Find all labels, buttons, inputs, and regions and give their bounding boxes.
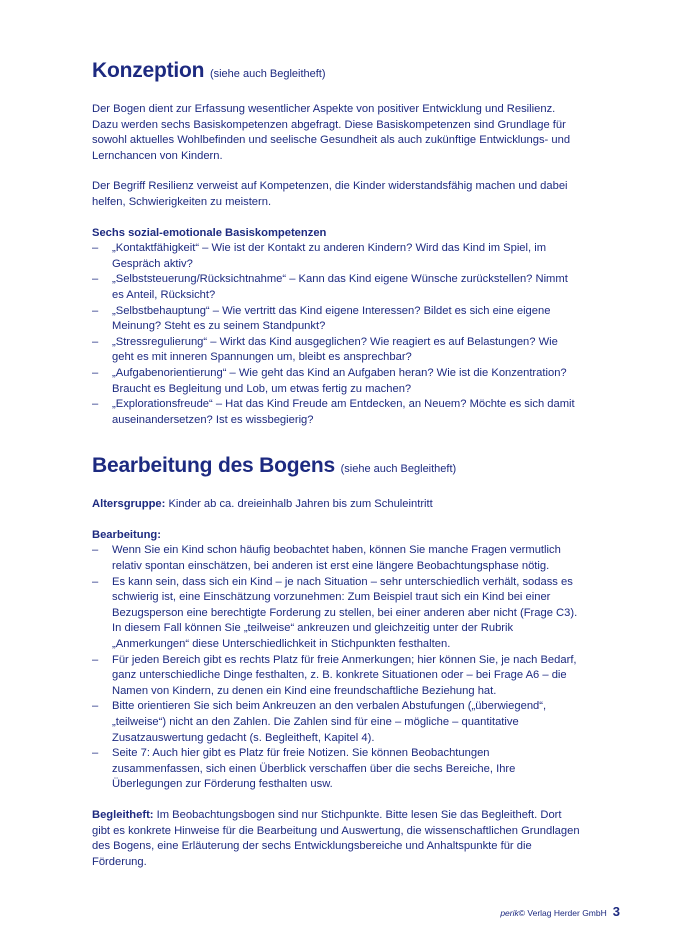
age-group-label: Altersgruppe: bbox=[92, 498, 166, 511]
begleitheft-paragraph bbox=[92, 808, 582, 870]
footer-publisher: © Verlag Herder GmbH bbox=[518, 908, 607, 918]
heading-text: Bearbeitung des Bogens bbox=[92, 454, 335, 478]
list-item: – „Aufgabenorientierung“ – Wie geht das Kind an Aufgaben heran? Wie ist die Konzentration? Braucht es Begleitung und Lob, um etwas fertig zu machen? bbox=[92, 366, 582, 397]
footer-copyright bbox=[500, 908, 606, 918]
begleitheft-label: Begleitheft: bbox=[92, 808, 154, 821]
konzeption-paragraph-2: Der Begriff Resilienz verweist auf Kompetenzen, die Kinder widerstandsfähig machen und dabei helfen, Schwierigkeiten zu meistern. bbox=[92, 180, 568, 208]
page-footer bbox=[500, 904, 620, 919]
list-item: – Es kann sein, dass sich ein Kind – je nach Situation – sehr unterschiedlich verhält, sodass es schwierig ist, eine Einschätzung vorzunehmen: Zum Beispiel traut sich ein Kind bei einer Bezugsperson eine berechtigte Forderung zu stellen, bei einer anderen aber nicht (Frage C3). In diesem Fall können Sie „teilweise“ ankreuzen und gleichzeitig unter der Rubrik „Anmerkungen“ diese Unterschiedlichkeit in Stichpunkten festhalten. bbox=[92, 575, 582, 653]
list-item: – „Stressregulierung“ – Wirkt das Kind ausgeglichen? Wie reagiert es auf Belastungen? Wie geht es mit inneren Spannungen um, bleibt es ansprechbar? bbox=[92, 335, 582, 366]
list-heading: Sechs sozial-emotionale Basiskompetenzen bbox=[92, 226, 327, 239]
page-number: 3 bbox=[612, 904, 620, 919]
bearbeitung-list bbox=[92, 543, 582, 793]
list-item: – „Selbststeuerung/Rücksichtnahme“ – Kann das Kind eigene Wünsche zurückstellen? Nimmt es Anteil, Rücksicht? bbox=[92, 272, 582, 303]
section-heading-bearbeitung bbox=[92, 452, 582, 483]
heading-hint: (siehe auch Begleitheft) bbox=[209, 68, 326, 80]
list-item: – „Selbstbehauptung“ – Wie vertritt das Kind eigene Interessen? Bildet es sich eine eigene Meinung? Steht es zu seinem Standpunkt? bbox=[92, 304, 582, 335]
konzeption-paragraph-1: Der Bogen dient zur Erfassung wesentlicher Aspekte von positiver Entwicklung und Resilienz. Dazu werden sechs Basiskompetenzen abgefragt. Diese Basiskompetenzen sind Grundlage für sowohl aktuelles Wohlbefinden und seelische Gesundheit als auch zukünftige Entwicklungs- und Lernchancen von Kindern. bbox=[92, 103, 571, 162]
document-page bbox=[92, 57, 582, 870]
list-item: – Bitte orientieren Sie sich beim Ankreuzen an den verbalen Abstufungen („überwiegend“, „teilweise“) nicht an den Zahlen. Die Zahlen sind für eine – mögliche – quantitative Zusatzauswertung gedacht (s. Begleitheft, Kapitel 4). bbox=[92, 699, 582, 746]
list-item: – „Explorationsfreude“ – Hat das Kind Freude am Entdecken, an Neuem? Möchte es sich damit auseinandersetzen? Ist es wissbegierig? bbox=[92, 397, 582, 428]
basiskompetenzen-list bbox=[92, 241, 582, 428]
list-item: – Wenn Sie ein Kind schon häufig beobachtet haben, können Sie manche Fragen vermutlich relativ spontan einschätzen, bei anderen ist erst eine längere Beobachtungsphase nötig. bbox=[92, 543, 582, 574]
section-heading-konzeption bbox=[92, 57, 582, 88]
heading-hint: (siehe auch Begleitheft) bbox=[340, 463, 457, 476]
begleitheft-text: Im Beobachtungsbogen sind nur Stichpunkte. Bitte lesen Sie das Begleitheft. Dort gibt es konkrete Hinweise für die Bearbeitung und Auswertung, die wissenschaftlichen Grundlagen des Bogens, eine Erläuterung der sechs Entwicklungsbereiche und Anhaltspunkte für die Förderung. bbox=[92, 808, 580, 868]
list-item: – Seite 7: Auch hier gibt es Platz für freie Notizen. Sie können Beobachtungen zusammenfassen, sich einen Überblick verschaffen über die sechs Bereiche, Ihre Überlegungen zur Förderung festhalten usw. bbox=[92, 746, 582, 793]
footer-brand: perik bbox=[500, 908, 519, 918]
age-group-text: Kinder ab ca. dreieinhalb Jahren bis zum Schuleintritt bbox=[168, 498, 433, 511]
list-item: – Für jeden Bereich gibt es rechts Platz für freie Anmerkungen; hier können Sie, je nach Bedarf, ganz unterschiedliche Dinge festhalten, z. B. konkrete Situationen oder – bei Frage A6 – die Namen von Kindern, zu denen ein Kind eine freundschaftliche Beziehung hat. bbox=[92, 653, 582, 700]
list-item: – „Kontaktfähigkeit“ – Wie ist der Kontakt zu anderen Kindern? Wird das Kind im Spiel, im Gespräch aktiv? bbox=[92, 241, 582, 272]
heading-text: Konzeption bbox=[92, 59, 205, 82]
bearbeitung-label: Bearbeitung: bbox=[92, 528, 161, 541]
age-group bbox=[92, 497, 582, 513]
